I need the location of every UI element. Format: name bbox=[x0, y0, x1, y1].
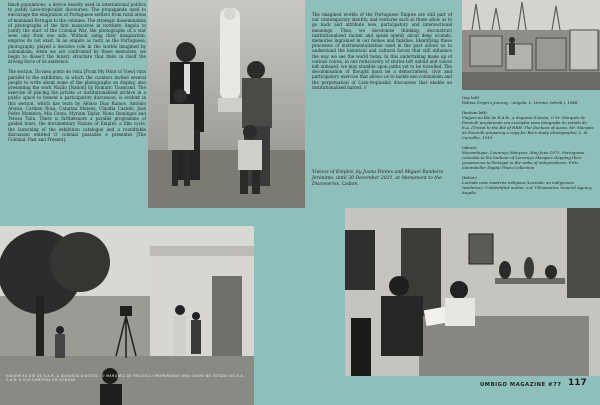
caption-text: Viagem ao Bié de E.A.B., a duquesa d'Aosta. O Sr. Marquês de Pacciolli preparando um exemplar para fotografia do estado do E.A. (Travel to the Bié of HRH. The Duchess of Aosta. Mr. Marquis de Pacciolli preparing a copy for Bié's study photographs). L. B. Carvalho, 1919 bbox=[462, 115, 594, 140]
left-paragraph-1: black populations, a device heavily used in international politics to justify Luso-tropicalist discourses. The propaganda used to encourage the emigration of Portuguese settlers from rural areas of mainland Portugal to the colonies. The strategic dissemination of photographs of the first massacres in northern Angola to justify the start of the Colonial War, the photographs of a war seen only from one side. Without using their imagination, empires do not exist. In an empire as tasty as the Portuguese, photography played a decisive role in the worlds imagined by colonialism; when we are confronted by these memories, we begin to dissect the binary structure that finds in itself the driving force of its existence. bbox=[8, 2, 146, 65]
caption-text: Moçambique, Lourenço Marques, May-June 1975. Portuguese colonists in the harbour of Lourenço Marques shipping their possessions to Portugal in the wake of independence. Fritz Sinninbeller Digital Photo Collection bbox=[462, 150, 585, 170]
caption-position: (bottom left) bbox=[462, 110, 487, 115]
middle-column-text bbox=[312, 12, 452, 95]
caption-position: (below) bbox=[462, 175, 477, 180]
photo-inscription: VIAGEM AO BIÉ DE S.A.R. A DUQUEZA D'AOSTA - O MARQUEZ DE PACCIOLLI PREPARANDO UMA CHAPA NO ESTADO DO E.A. S.A.R. E SUA COMITIVA EM GONGAS bbox=[6, 374, 245, 382]
caption-text: Lucinda casa moderna indígena (Lucinda: an indigenous residence). Unidentified author. n.d. Ultramarine General Agency Angola bbox=[462, 180, 592, 195]
caption-position: (top left) bbox=[462, 95, 480, 100]
photo-photographer-tripod bbox=[0, 226, 254, 405]
caption-text: Fátima Virgin's journey – Angola. L. Vermez (attrib.), 1948 bbox=[462, 100, 578, 105]
caption-below bbox=[462, 175, 596, 195]
magazine-name: UMBIGO MAGAZINE #77 bbox=[480, 382, 562, 388]
caption-above bbox=[462, 145, 596, 170]
photo-harbour-crates bbox=[462, 0, 600, 90]
left-column-text bbox=[8, 2, 146, 147]
caption-position: (above) bbox=[462, 145, 477, 150]
page-number: 117 bbox=[568, 378, 587, 388]
photo-fatima-family bbox=[148, 0, 305, 208]
caption-bottom-left bbox=[462, 110, 596, 140]
photo-captions bbox=[462, 95, 596, 200]
exhibition-info-caption: Visions of Empire, by Joana Pontes and Miguel Bandeira Jerónimo, until 30 December 2021, at Monument to the Discoveries, Lisbon. bbox=[312, 170, 444, 187]
left-paragraph-2: The section, Do meu ponto de vista [From My Point of View] runs parallel to the exhibition, in which the curators invited several people to write about some of the photographs on display, also presenting the work Nação [Nation] by Romaric Tisserand. The exercise of placing the private or institutionalised archive in a public space to foment a participatory discussion, is evident in this section, which has texts by Afonso Dias Ramos, António Afonso, Carmen Rosa, Catarina Mateus, Cláudia Castelo, José Pedro Monteiro, Mia Couto, Myriam Taylor, Nuno Domingos and Teresa Tizin. There is furthermore a parallel programme of guided tours, the documentary Visions of Empire, a film cycle, the launching of the exhibition catalogue and a roundtable discussion entitled O colonial passados e presentes [The Colonial: Past and Present]. bbox=[8, 69, 146, 143]
middle-paragraph-1: The imagined worlds of the Portuguese Empire are still part of our contemporary identity, and ventures such as these allow us to go back and attribute new, participatory and intersectional meanings. Thus, we decolonise thinking, deconstruct institutionalised racism and speak openly about deep wounds, memories ingrained in our homes and families. Identifying these processes of instrumentalisation used in the past allows us to understand the historical and cultural forces that still influence the way we see the world today. In this undertaking made up of various voices, in our rediscovery of stories left untold and voices left unheard, we may stumble upon paths yet to be travelled. The decolonisation of thought must be a democratised, civic and participatory exercise that allows us to tackle neo-colonialism and the perpetuation of Luso-tropicalist discourses that enable an institutionalised hatred. // bbox=[312, 12, 452, 90]
photo-couple-at-table bbox=[345, 208, 600, 376]
caption-top-left bbox=[462, 95, 596, 105]
